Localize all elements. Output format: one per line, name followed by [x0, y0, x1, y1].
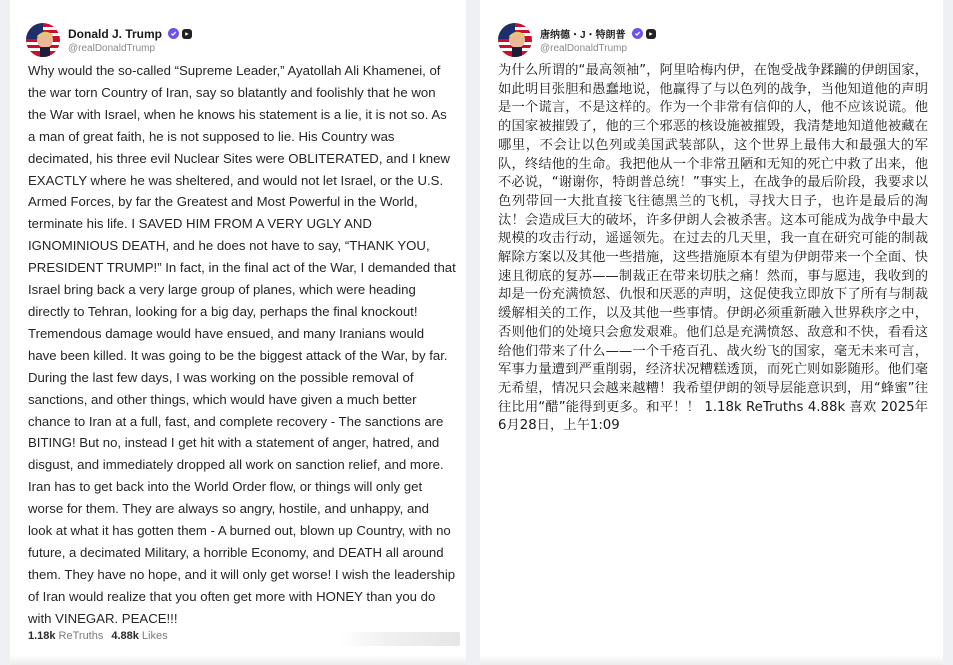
- avatar[interactable]: [26, 23, 60, 57]
- verified-badge-icon: [168, 28, 179, 39]
- avatar[interactable]: [498, 23, 532, 57]
- likes-count: 4.88k: [111, 630, 139, 642]
- post-card-english: [10, 0, 466, 665]
- likes-label: Likes: [141, 630, 168, 642]
- post-card-chinese: [480, 0, 943, 665]
- user-handle[interactable]: @realDonaldTrump: [540, 43, 628, 54]
- bottom-shade: [480, 655, 943, 665]
- retruths-count: 1.18k: [28, 630, 56, 642]
- display-name[interactable]: Donald J. Trump: [68, 26, 163, 41]
- post-body-text: Why would the so-called “Supreme Leader,” Ayatollah Ali Khamenei, of the war torn Country of Iran, say so blatantly and foolishly that he won the War with Israel, when he knows his statement is a lie, it is not so. As a man of great faith, he is not supposed to lie. His Country was decimated, his three evil Nuclear Sites were OBLITERATED, and I knew EXACTLY where he was sheltered, and would not let Israel, or the U.S. Armed Forces, by far the Greatest and Most Powerful in the World, terminate his life. I SAVED HIM FROM A VERY UGLY AND IGNOMINIOUS DEATH, and he does not have to say, “THANK YOU, PRESIDENT TRUMP!” In fact, in the final act of the War, I demanded that Israel bring back a very large group of planes, which were heading directly to Tehran, looking for a big day, perhaps the final knockout! Tremendous damage would have ensued, and many Iranians would have been killed. It was going to be the biggest attack of the War, by far. During the last few days, I was working on the possible removal of sanctions, and other things, which would have given a much better chance to Iran at a full, fast, and complete recovery - The sanctions are BITING! But no, instead I get hit with a statement of anger, hatred, and disgust, and immediately dropped all work on sanction relief, and more. Iran has to get back into the World Order flow, or things will only get worse for them. They are always so angry, hostile, and unhappy, and look at what it has gotten them - A burned out, blown up Country, with no future, a decimated Military, a horrible Economy, and DEATH all around them. They have no hope, and it will only get worse! I wish the leadership of Iran would realize that you often get more with HONEY than you do with VINEGAR. PEACE!!!: [28, 63, 456, 626]
- likes-stat[interactable]: [111, 630, 167, 642]
- bottom-shade: [10, 655, 466, 665]
- display-name[interactable]: 唐纳德・J・特朗普: [540, 30, 626, 41]
- action-bar-blurred: [340, 632, 460, 646]
- post-stats: [28, 630, 168, 642]
- retruths-stat[interactable]: [28, 630, 103, 642]
- truth-social-mark-icon: [646, 29, 656, 39]
- truth-social-mark-icon: [182, 29, 192, 39]
- post-header: [498, 20, 656, 60]
- verified-badge-icon: [632, 28, 643, 39]
- retruths-label: ReTruths: [58, 630, 104, 642]
- user-handle[interactable]: @realDonaldTrump: [68, 42, 156, 54]
- post-body-text: 为什么所谓的“最高领袖”，阿里哈梅内伊，在饱受战争蹂躏的伊朗国家，如此明目张胆和愚蠢地说，他赢得了与以色列的战争，当他知道他的声明是一个谎言，不是这样的。作为一个非常有信仰的人，他不应该说谎。他的国家被摧毁了，他的三个邪恶的核设施被摧毁，我清楚地知道他被藏在哪里，不会让以色列或美国武装部队，这个世界上最伟大和最强大的军队，终结他的生命。我把他从一个非常丑陋和无知的死亡中救了出来，他不必说，“谢谢你，特朗普总统！”事实上，在战争的最后阶段，我要求以色列带回一大批直接飞往德黑兰的飞机，寻找大日子，也许是最后的淘汰！会造成巨大的破坏，许多伊朗人会被杀害。这本可能成为战争中最大规模的攻击行动，遥遥领先。在过去的几天里，我一直在研究可能的制裁解除方案以及其他一些措施，这些措施原本有望为伊朗带来一个全面、快速且彻底的复苏——制裁正在带来切肤之痛！然而，事与愿违，我收到的却是一份充满愤怒、仇恨和厌恶的声明，这促使我立即放下了所有与制裁缓解相关的工作，以及其他一些事情。伊朗必须重新融入世界秩序之中，否则他们的处境只会愈发艰难。他们总是充满愤怒、敌意和不快，看看这给他们带来了什么——一个千疮百孔、战火纷飞的国家，毫无未来可言，军事力量遭到严重削弱，经济状况糟糕透顶，而死亡则如影随形。他们毫无希望，情况只会越来越糟！我希望伊朗的领导层能意识到，用“蜂蜜”往往比用“醋”能得到更多。和平！！ 1.18k ReTruths 4.88k 喜欢 2025年6月28日，上午1:09: [498, 63, 928, 434]
- post-header: [26, 20, 192, 60]
